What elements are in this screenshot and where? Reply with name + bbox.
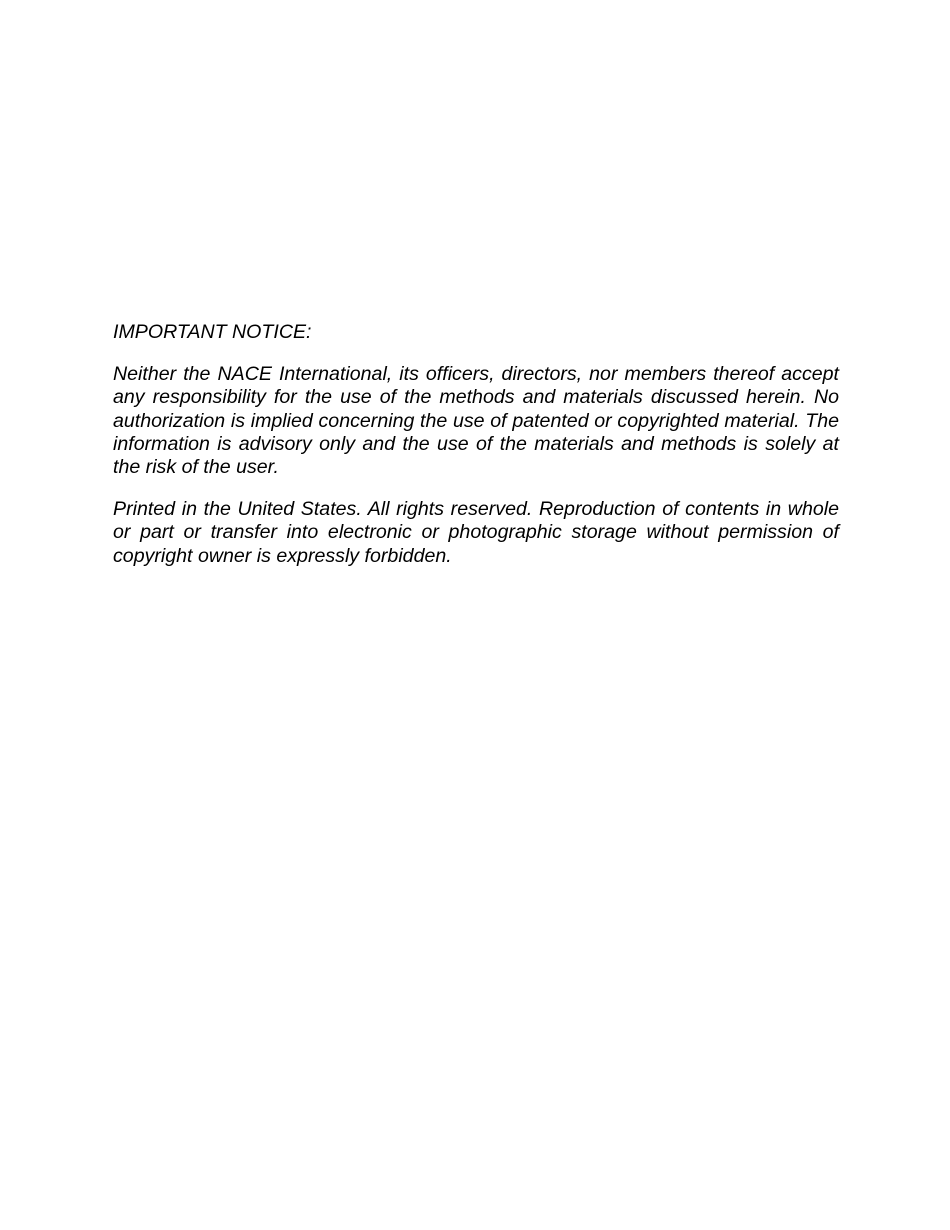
- important-notice-section: [113, 321, 839, 587]
- disclaimer-paragraph: Neither the NACE International, its officers, directors, nor members thereof accept any responsibility for the use of the methods and materials discussed herein. No authorization is implied concerning the use of patented or copyrighted material. The information is advisory only and the use of the materials and methods is solely at the risk of the user.: [113, 363, 839, 479]
- notice-heading: IMPORTANT NOTICE:: [113, 321, 312, 343]
- copyright-paragraph: Printed in the United States. All rights reserved. Reproduction of contents in whole or part or transfer into electronic or photographic storage without permission of copyright owner is expressly forbidden.: [113, 498, 839, 567]
